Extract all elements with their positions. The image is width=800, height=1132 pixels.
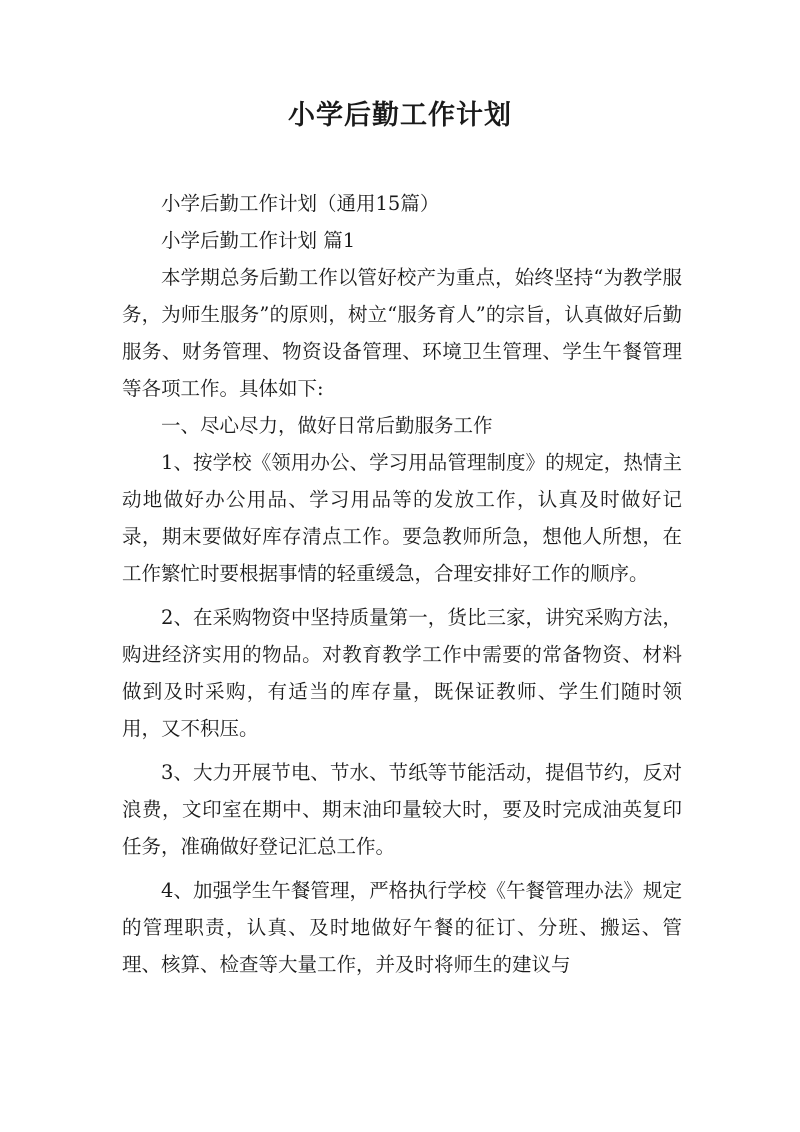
paragraph-section-heading: 小学后勤工作计划 篇1 [161, 229, 356, 252]
paragraph-item-1: 1、按学校《领用办公、学习用品管理制度》的规定，热情主动地做好办公用品、学习用品等的发放工作，认真及时做好记录，期末要做好库存清点工作。要急教师所急，想他人所想，在工作繁忙时要根据事情的轻重缓急，合理安排好工作的顺序。 [122, 451, 682, 585]
paragraph-item-2: 2、在采购物资中坚持质量第一，货比三家，讲究采购方法，购进经济实用的物品。对教育教学工作中需要的常备物资、材料做到及时采购，有适当的库存量，既保证教师、学生们随时领用，又不积压。 [122, 606, 682, 740]
paragraph-item-3: 3、大力开展节电、节水、节纸等节能活动，提倡节约，反对浪费，文印室在期中、期末油印量较大时，要及时完成油英复印任务，准确做好登记汇总工作。 [122, 761, 682, 858]
paragraph-heading-1: 一、尽心尽力，做好日常后勤服务工作 [161, 414, 493, 437]
paragraph-intro: 本学期总务后勤工作以管好校产为重点，始终坚持“为教学服务，为师生服务”的原则，树立“服务育人”的宗旨，认真做好后勤服务、财务管理、物资设备管理、环境卫生管理、学生午餐管理等各项工作。具体如下: [122, 266, 682, 400]
document-body [122, 185, 682, 983]
paragraph-subtitle: 小学后勤工作计划（通用15篇） [161, 192, 440, 215]
paragraph-item-4: 4、加强学生午餐管理，严格执行学校《午餐管理办法》规定的管理职责，认真、及时地做好午餐的征订、分班、搬运、管理、核算、检查等大量工作，并及时将师生的建议与 [122, 879, 682, 976]
document-title: 小学后勤工作计划 [288, 100, 512, 131]
